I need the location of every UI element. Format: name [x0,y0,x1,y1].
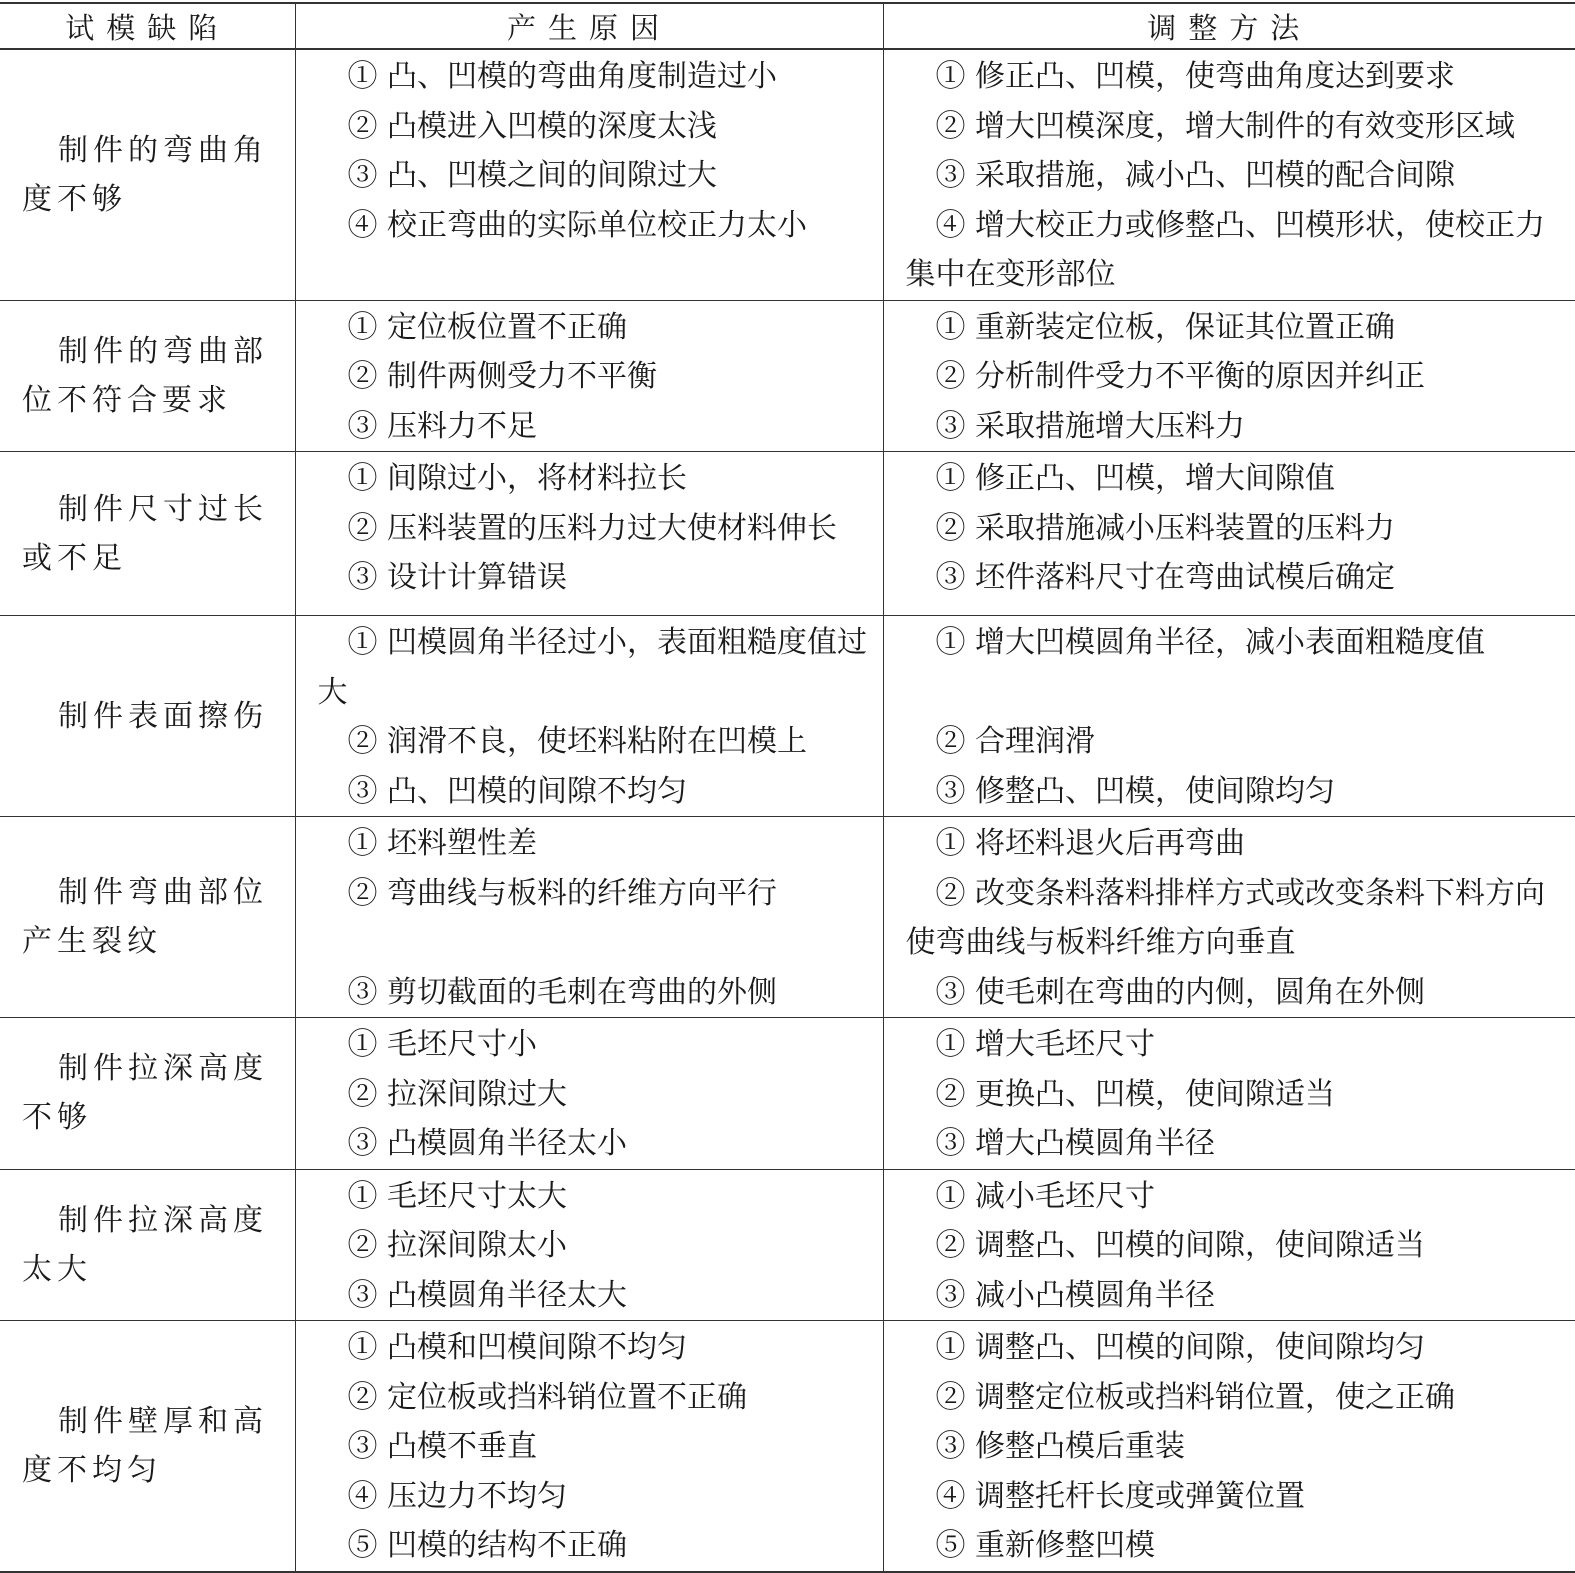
table-row [0,817,1575,1018]
cause-item: ④ 压边力不均匀 [347,1478,568,1514]
fix-item: ④ 增大校正力或修整凸、凹模形状，使校正力集中在变形部位 [905,207,1546,292]
defect-cell [0,49,295,300]
fix-item: ② 采取措施减小压料装置的压料力 [935,510,1396,546]
cause-cell [295,452,883,616]
cause-item: ② 制件两侧受力不平衡 [347,359,658,394]
fix-item: ③ 修整凸模后重装 [935,1429,1186,1464]
defect-label: 制件壁厚和高度不均匀 [22,1403,268,1488]
fix-cell [883,817,1575,1018]
defect-label: 制件拉深高度不够 [22,1051,268,1136]
fix-spacer [906,668,1564,718]
cause-item: ④ 校正弯曲的实际单位校正力太小 [347,207,808,243]
fix-cell [883,1321,1575,1572]
fix-item: ③ 减小凸模圆角半径 [935,1277,1216,1313]
cause-spacer [318,918,871,968]
fix-item: ③ 采取措施，减小凸、凹模的配合间隙 [935,158,1456,193]
defect-cell [0,1169,295,1321]
cause-item: ① 毛坯尺寸太大 [347,1178,568,1214]
fix-cell [883,616,1575,817]
cause-cell [295,1018,883,1170]
table-body [0,49,1575,1572]
cause-item: ⑤ 凹模的结构不正确 [347,1528,628,1563]
defect-cell [0,1321,295,1572]
header-row [0,3,1575,49]
cause-item: ③ 设计计算错误 [347,560,568,595]
table-row [0,616,1575,817]
table-row [0,1169,1575,1321]
cause-item: ① 间隙过小，将材料拉长 [347,461,688,496]
fix-item: ① 增大毛坯尺寸 [935,1027,1156,1062]
defect-label: 制件拉深高度太大 [22,1202,268,1287]
fix-item: ③ 坯件落料尺寸在弯曲试模后确定 [935,560,1396,595]
fix-item: ③ 采取措施增大压料力 [935,408,1246,444]
table-row [0,49,1575,300]
cause-item: ② 定位板或挡料销位置不正确 [347,1379,748,1415]
fix-item: ③ 修整凸、凹模，使间隙均匀 [935,773,1336,809]
cause-item: ② 润滑不良，使坯料粘附在凹模上 [347,724,808,759]
cause-item: ① 毛坯尺寸小 [347,1027,538,1062]
cause-cell [295,1169,883,1321]
fix-item: ② 更换凸、凹模，使间隙适当 [935,1076,1336,1112]
header-cause: 产生原因 [295,3,883,49]
cause-item: ③ 凸、凹模的间隙不均匀 [347,773,688,809]
fix-cell [883,1169,1575,1321]
cause-item: ② 拉深间隙过大 [347,1076,568,1112]
cause-item: ① 凸模和凹模间隙不均匀 [347,1330,688,1365]
fix-item: ② 增大凹模深度，增大制件的有效变形区域 [935,108,1516,144]
fix-item: ② 分析制件受力不平衡的原因并纠正 [935,359,1426,394]
cause-item: ① 定位板位置不正确 [347,309,628,345]
cause-item: ③ 凸模圆角半径太小 [347,1126,628,1161]
fix-item: ② 合理润滑 [935,724,1096,759]
fix-item: ① 减小毛坯尺寸 [935,1178,1156,1214]
table-row [0,300,1575,452]
cause-item: ② 凸模进入凹模的深度太浅 [347,108,718,144]
fix-item: ① 重新装定位板，保证其位置正确 [935,309,1396,345]
fix-item: ② 调整定位板或挡料销位置，使之正确 [935,1379,1456,1415]
fix-item: ⑤ 重新修整凹模 [935,1528,1156,1563]
cause-cell [295,1321,883,1572]
cause-item: ③ 凸、凹模之间的间隙过大 [347,158,718,193]
cause-item: ② 拉深间隙太小 [347,1228,568,1263]
cause-item: ① 坯料塑性差 [347,826,538,861]
fix-item: ① 调整凸、凹模的间隙，使间隙均匀 [935,1330,1426,1365]
fix-cell [883,49,1575,300]
defect-label: 制件的弯曲角度不够 [22,132,268,217]
cause-cell [295,300,883,452]
defect-label: 制件尺寸过长或不足 [22,491,268,576]
cause-item: ③ 压料力不足 [347,408,538,444]
defect-cell [0,616,295,817]
fix-cell [883,1018,1575,1170]
defect-cell [0,452,295,616]
fix-item: ① 将坯料退火后再弯曲 [935,826,1246,861]
fix-item: ① 修正凸、凹模，使弯曲角度达到要求 [935,59,1456,94]
cause-item: ① 凹模圆角半径过小，表面粗糙度值过大 [317,625,868,710]
fix-cell [883,452,1575,616]
fix-item: ① 增大凹模圆角半径，减小表面粗糙度值 [935,625,1486,660]
cause-item: ③ 剪切截面的毛刺在弯曲的外侧 [347,974,778,1010]
cause-item: ② 弯曲线与板料的纤维方向平行 [347,875,778,911]
defect-label: 制件的弯曲部位不符合要求 [22,333,268,418]
table-row [0,452,1575,616]
cause-item: ① 凸、凹模的弯曲角度制造过小 [347,59,778,94]
defect-cell [0,300,295,452]
table-row [0,1018,1575,1170]
fix-item: ③ 增大凸模圆角半径 [935,1126,1216,1161]
cause-item: ② 压料装置的压料力过大使材料伸长 [347,510,838,546]
cause-cell [295,49,883,300]
defect-label: 制件弯曲部位产生裂纹 [22,875,268,959]
defect-cell [0,817,295,1018]
fix-item: ① 修正凸、凹模，增大间隙值 [935,461,1336,496]
fix-item: ③ 使毛刺在弯曲的内侧，圆角在外侧 [935,974,1426,1010]
header-fix: 调整方法 [883,3,1575,49]
fix-cell [883,300,1575,452]
cause-item: ③ 凸模圆角半径太大 [347,1277,628,1313]
defect-label: 制件表面擦伤 [58,698,268,734]
cause-cell [295,817,883,1018]
fix-item: ④ 调整托杆长度或弹簧位置 [935,1478,1306,1514]
defect-cell [0,1018,295,1170]
cause-cell [295,616,883,817]
defect-table [0,2,1575,1573]
header-defect: 试模缺陷 [0,3,295,49]
cause-item: ③ 凸模不垂直 [347,1429,538,1464]
fix-item: ② 改变条料落料排样方式或改变条料下料方向使弯曲线与板料纤维方向垂直 [905,875,1546,960]
fix-item: ② 调整凸、凹模的间隙，使间隙适当 [935,1228,1426,1263]
table-row [0,1321,1575,1572]
